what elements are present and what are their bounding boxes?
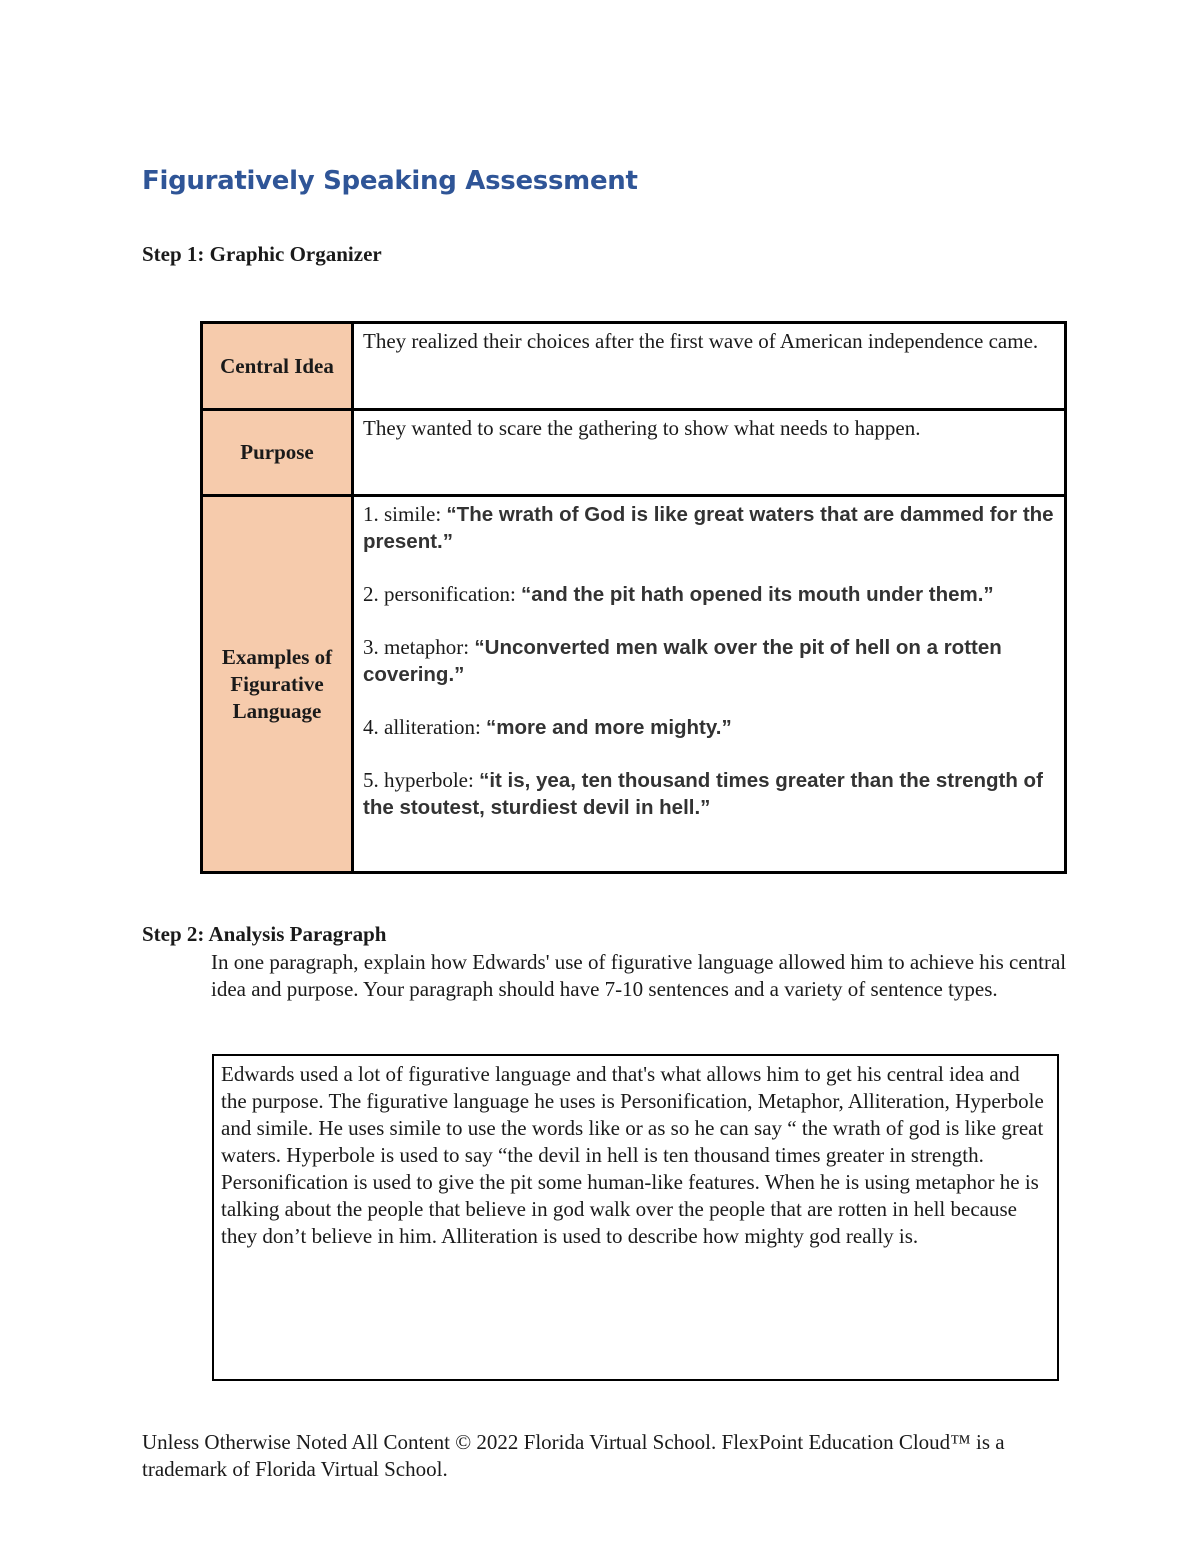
example-item — [363, 767, 1056, 821]
central-idea-content: They realized their choices after the first wave of American independence came. — [353, 323, 1066, 410]
purpose-content: They wanted to scare the gathering to show what needs to happen. — [353, 410, 1066, 496]
analysis-prompt: In one paragraph, explain how Edwards' use of figurative language allowed him to achieve his central idea and purpose. Your paragraph should have 7-10 sentences and a variety of sentence types. — [211, 950, 1067, 1001]
examples-label: Examples of Figurative Language — [202, 496, 353, 873]
example-item — [363, 634, 1056, 688]
example-type: 4. alliteration: — [363, 715, 487, 739]
table-row — [202, 410, 1066, 496]
step2-heading: Step 2: Analysis Paragraph — [142, 922, 387, 946]
copyright-footer: Unless Otherwise Noted All Content © 2022 Florida Virtual School. FlexPoint Education Cloud™ is a trademark of Florida Virtual School. — [142, 1430, 1005, 1481]
example-item — [363, 714, 1056, 741]
page-title: Figuratively Speaking Assessment — [142, 166, 638, 196]
example-type: 2. personification: — [363, 582, 522, 606]
graphic-organizer-table — [200, 321, 1067, 874]
example-quote: “it is, yea, ten thousand times greater than the strength of the stoutest, sturdiest devil in hell.” — [363, 769, 1043, 819]
example-type: 1. simile: — [363, 502, 447, 526]
purpose-label: Purpose — [202, 410, 353, 496]
example-item — [363, 581, 1056, 608]
table-row — [202, 496, 1066, 873]
example-type: 3. metaphor: — [363, 635, 475, 659]
example-item — [363, 501, 1056, 555]
example-quote: “more and more mighty.” — [486, 716, 732, 739]
example-quote: “Unconverted men walk over the pit of hell on a rotten covering.” — [363, 636, 1002, 686]
table-row — [202, 323, 1066, 410]
step1-heading: Step 1: Graphic Organizer — [142, 242, 382, 266]
central-idea-label: Central Idea — [202, 323, 353, 410]
example-quote: “The wrath of God is like great waters that are dammed for the present.” — [363, 503, 1054, 553]
examples-content — [353, 496, 1066, 873]
example-type: 5. hyperbole: — [363, 768, 480, 792]
answer-text-box[interactable]: Edwards used a lot of figurative language and that's what allows him to get his central idea and the purpose. The figurative language he uses is Personification, Metaphor, Alliteration, Hyperbole and simile. He uses simile to use the words like or as so he can say “ the wrath of god is like great waters. Hyperbole is used to say “the devil in hell is ten thousand times greater in strength. Personification is used to give the pit some human-like features. When he is using metaphor he is talking about the people that believe in god walk over the people that are rotten in hell because they don’t believe in him. Alliteration is used to describe how mighty god really is. — [212, 1054, 1059, 1381]
example-quote: “and the pit hath opened its mouth under them.” — [521, 583, 994, 606]
